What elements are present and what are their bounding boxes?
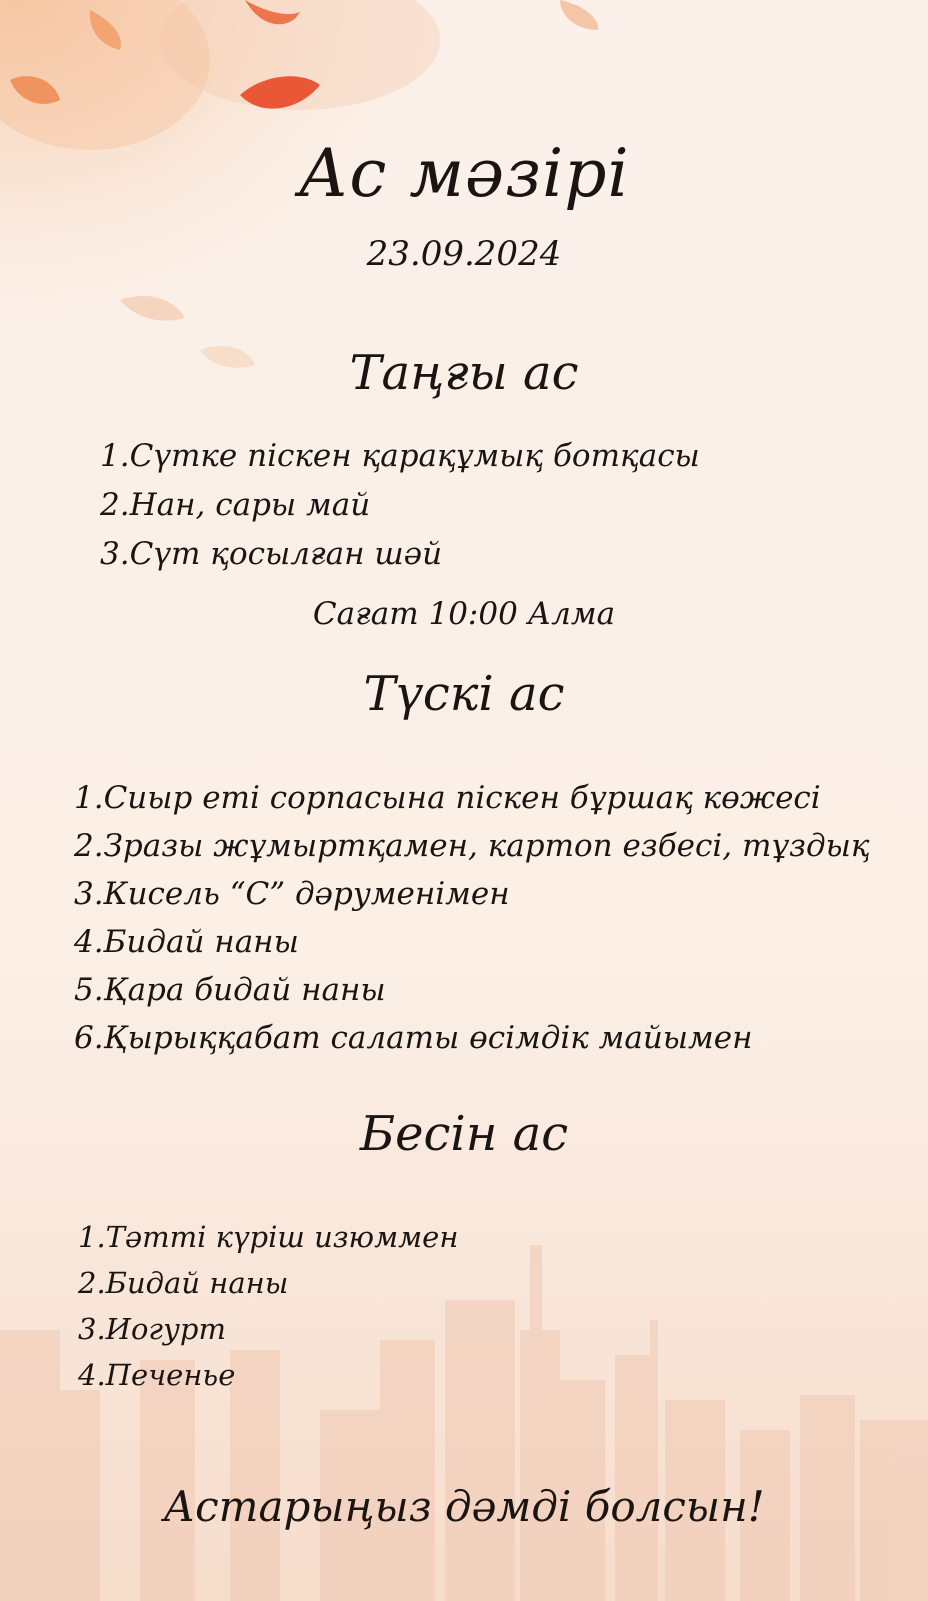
list-item: 2.Зразы жұмыртқамен, картоп езбесі, тұздық [74, 828, 870, 864]
list-item: 6.Қырыққабат салаты өсімдік майымен [74, 1020, 753, 1056]
menu-date: 23.09.2024 [366, 234, 562, 274]
breakfast-list [100, 438, 700, 585]
list-item: 3.Сүт қосылған шәй [100, 536, 443, 572]
list-item: 3.Иогурт [78, 1312, 226, 1346]
lunch-heading: Түскі ас [363, 666, 565, 722]
bon-appetit-footer: Астарыңыз дәмді болсын! [163, 1482, 765, 1531]
list-item: 3.Кисель “С” дәруменімен [74, 876, 510, 912]
lunch-list [74, 780, 870, 1068]
list-item: 2.Бидай наны [78, 1266, 289, 1300]
afternoon-snack-list [78, 1220, 458, 1404]
list-item: 2.Нан, сары май [100, 487, 371, 523]
list-item: 4.Бидай наны [74, 924, 299, 960]
list-item: 1.Тәтті күріш изюммен [78, 1220, 459, 1254]
snack-time-note: Сағат 10:00 Алма [312, 596, 616, 632]
afternoon-snack-heading: Бесін ас [359, 1106, 569, 1162]
list-item: 1.Сиыр еті сорпасына піскен бұршақ көжесі [74, 780, 821, 816]
page-title: Ас мәзірі [298, 135, 630, 212]
breakfast-heading: Таңғы ас [349, 345, 579, 401]
list-item: 4.Печенье [78, 1358, 236, 1392]
list-item: 5.Қара бидай наны [74, 972, 386, 1008]
list-item: 1.Сүтке піскен қарақұмық ботқасы [100, 438, 700, 474]
